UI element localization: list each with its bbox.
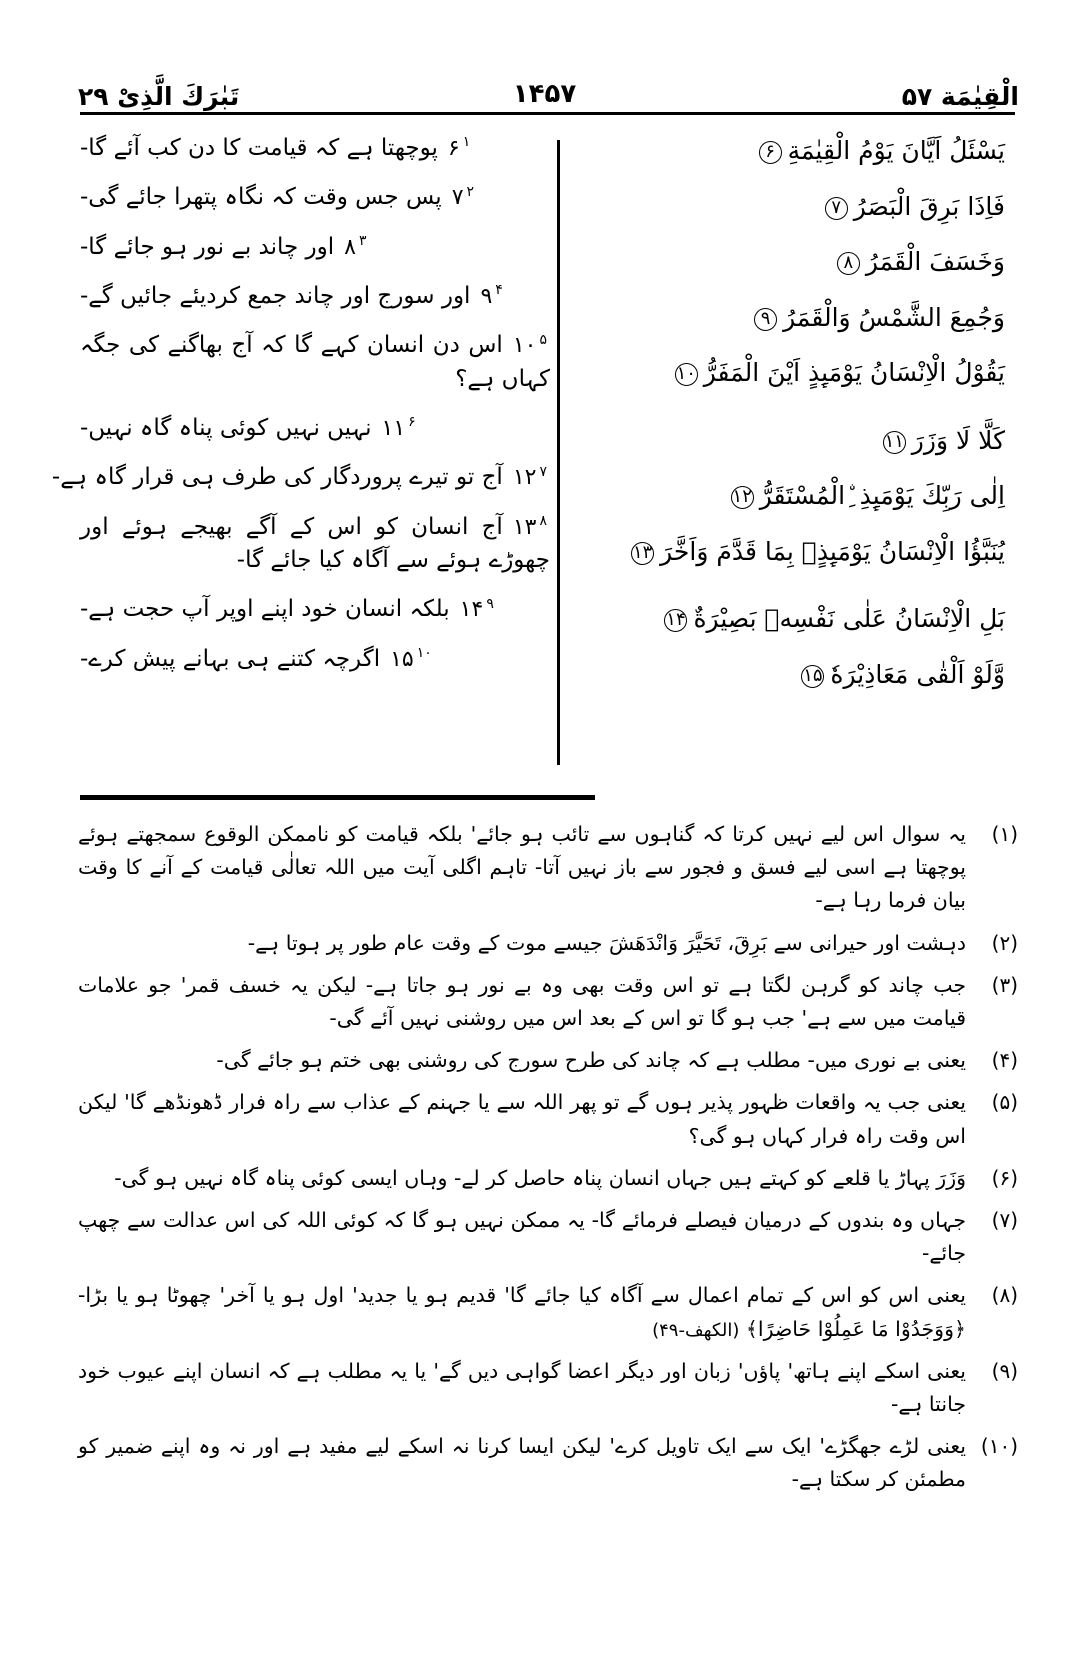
footnote-ref: ۳	[359, 233, 367, 250]
ayah-number: ۱۵	[803, 664, 823, 686]
urdu-verse-text: آج انسان کو اس کے آگے بھیجے ہوئے اور چھوڑے ہوئے سے آگاہ کیا جائے گا-	[80, 513, 550, 574]
ayah-row	[565, 243, 1015, 281]
footnote-number: (۷)	[991, 1208, 1018, 1233]
urdu-verse-row	[80, 132, 550, 165]
ayah-row	[565, 299, 1015, 337]
footnote-text: یعنی لڑے جھگڑے' ایک سے ایک تاویل کرے' لیکن ایسا کرنا نہ اسکے لیے مفید ہے اور نہ وہ اپنے ضمیر کو مطمئن کر سکتا ہے-	[78, 1434, 966, 1492]
footnote-list	[78, 818, 1018, 1506]
urdu-verse-row	[51, 461, 550, 494]
footnote-number: (۱۰)	[980, 1434, 1018, 1459]
footnote-ref: ۹	[486, 595, 494, 612]
header-surah-label: الْقِيٰمَة ۵۷	[901, 81, 1019, 111]
footnote-text: یعنی جب یہ واقعات ظہور پذیر ہوں گے تو پھر اللہ سے یا جہنم کے عذاب سے راہ فرار ڈھونڈھے گا' لیکن اس وقت راہ فرار کہاں ہو گی؟	[78, 1090, 966, 1148]
header-juz-label: تَبٰرَكَ الَّذِیْ ۲۹	[78, 81, 240, 111]
footnote-text: یعنی اسکے اپنے ہاتھ' پاؤں' زبان اور دیگر اعضا گواہی دیں گے' یا یہ مطلب ہے کہ انسان اپنے عیوب خود جانتا ہے-	[78, 1358, 966, 1417]
urdu-verse-text: اگرچہ کتنے ہی بہانے پیش کرے-	[80, 645, 381, 672]
footnote-text	[78, 1279, 966, 1345]
footnote-ref: ۱	[462, 134, 471, 151]
footnote-text: وَزَرَ پہاڑ یا قلعے کو کہتے ہیں جہاں انسان پناہ حاصل کر لے- وہاں ایسی کوئی پناہ گاہ نہیں ہو گی-	[114, 1165, 966, 1190]
footnote-number: (۵)	[991, 1090, 1018, 1115]
urdu-verse-text: اور چاند بے نور ہو جائے گا-	[80, 233, 335, 260]
ayah-text: يُنَبَّؤُا الْاِنْسَانُ يَوْمَىِٕذٍۭ بِمَا قَدَّمَ وَاَخَّرَ	[660, 536, 1005, 566]
ayah-text: بَلِ الْاِنْسَانُ عَلٰى نَفْسِهٖ بَصِيْرَةٌ	[693, 604, 1005, 633]
ayah-text: يَقُوْلُ الْاِنْسَانُ يَوْمَىِٕذٍ اَيْنَ الْمَفَرُّ	[703, 358, 1005, 387]
urdu-verse-text: آج تو تیرے پروردگار کی طرف ہی قرار گاہ ہے-	[51, 464, 503, 491]
ayah-text: كَلَّا لَا وَزَرَ	[911, 425, 1005, 455]
ayah-row	[565, 477, 1015, 515]
ayah-number: ۸	[837, 252, 860, 275]
footnote-item	[78, 927, 1018, 960]
urdu-verse-text: نہیں نہیں کوئی پناہ گاہ نہیں-	[80, 415, 372, 442]
ayah-row	[565, 533, 1015, 571]
footnote-number: (۲)	[991, 930, 1018, 955]
page-header	[78, 62, 1019, 111]
footnote-item	[78, 1162, 1018, 1195]
footnote-text: جب چاند کو گرہن لگتا ہے تو اس وقت بھی وہ بے نور ہو جاتا ہے- لیکن یہ خسف قمر' جو علامات قیامت میں سے ہے' جب ہو گا تو اس کے بعد اس میں روشنی نہیں آئے گی-	[78, 972, 966, 1031]
footnote-text: جہاں وہ بندوں کے درمیان فیصلے فرمائے گا- یہ ممکن نہیں ہو گا کہ کوئی اللہ کی اس عدالت سے چھپ جائے-	[78, 1208, 966, 1266]
urdu-verse-number: ۱۲	[512, 465, 537, 491]
ayah-text: يَسْئَلُ اَيَّانَ يَوْمُ الْقِيٰمَةِ	[787, 136, 1005, 165]
ayah-row	[565, 422, 1015, 460]
urdu-verse-number: ۹	[480, 284, 493, 310]
footnote-number: (۳)	[991, 972, 1018, 997]
ayah-text: وَّلَوْ اَلْقٰى مَعَاذِيْرَهٗ	[830, 659, 1005, 689]
ayah-row	[565, 600, 1015, 638]
footnote-item	[78, 1086, 1018, 1152]
header-divider-rule	[80, 112, 1015, 115]
urdu-verse-number: ۱۵	[390, 646, 414, 672]
urdu-verse-text: پس جس وقت کہ نگاہ پتھرا جائے گی-	[80, 184, 442, 211]
urdu-verse-number: ۱۰	[512, 333, 537, 359]
footnote-divider-rule	[80, 795, 595, 800]
urdu-verse-text: اس دن انسان کہے گا کہ آج بھاگنے کی جگہ کہاں ہے؟	[80, 332, 550, 392]
footnote-item	[78, 818, 1018, 918]
footnote-item	[78, 1355, 1018, 1421]
ayah-number: ۱۳	[632, 541, 653, 563]
urdu-verse-row	[80, 643, 550, 676]
scripture-body	[51, 132, 1015, 772]
footnote-ref: ۵	[539, 331, 547, 348]
ayah-number: ۱۲	[732, 486, 752, 507]
footnote-number: (۴)	[991, 1048, 1018, 1073]
urdu-translation-column	[51, 132, 550, 772]
footnote-number: (۶)	[991, 1165, 1018, 1190]
footnote-item	[78, 969, 1018, 1035]
footnote-number: (۸)	[991, 1283, 1018, 1308]
urdu-verse-number: ۱۴	[459, 597, 484, 623]
urdu-verse-number: ۷	[451, 185, 464, 211]
footnote-ref: ۸	[539, 513, 547, 530]
quran-citation: (الکھف-۴۹)	[652, 1319, 740, 1341]
ayah-row	[565, 132, 1015, 170]
footnote-item	[78, 1204, 1018, 1270]
footnote-ref: ۲	[466, 183, 475, 200]
ayah-text: اِلٰى رَبِّكَ يَوْمَىِٕذِ ِۨالْمُسْتَقَرُّ	[759, 481, 1005, 510]
urdu-verse-number: ۱۳	[512, 514, 537, 540]
ayah-text: فَاِذَا بَرِقَ الْبَصَرُ	[853, 191, 1005, 221]
footnote-text: دہشت اور حیرانی سے بَرِقَ، تَحَیَّرَ وَانْدَهَشَ جیسے موت کے وقت عام طور پر ہوتا ہے-	[247, 930, 966, 955]
urdu-verse-row	[80, 593, 550, 626]
urdu-verse-row	[80, 412, 550, 445]
header-page-number: ۱۴۵۷	[512, 79, 577, 110]
footnote-ref: ۴	[495, 282, 503, 299]
footnote-ref: ۷	[539, 463, 547, 480]
footnote-body: یعنی اس کو اس کے تمام اعمال سے آگاہ کیا جائے گا' قدیم ہو یا جدید' اول ہو یا آخر' چھوٹا ہو یا بڑا- ﴿وَوَجَدُوْا مَا عَمِلُوْا حَاضِرًا﴾	[78, 1283, 966, 1341]
urdu-verse-text: اور سورج اور چاند جمع کردیئے جائیں گے-	[80, 283, 471, 310]
footnote-number: (۱)	[991, 822, 1018, 846]
footnote-item	[78, 1044, 1018, 1077]
footnote-item	[78, 1279, 1018, 1345]
urdu-verse-number: ۸	[344, 234, 356, 260]
footnote-number: (۹)	[991, 1358, 1018, 1383]
footnote-item	[78, 1430, 1018, 1496]
ayah-text: وَجُمِعَ الشَّمْسُ وَالْقَمَرُ	[783, 302, 1005, 332]
ayah-row	[565, 656, 1015, 694]
urdu-verse-number: ۶	[447, 136, 460, 161]
ayah-number: ۷	[825, 197, 848, 220]
arabic-verse-column	[565, 132, 1015, 772]
ayah-number: ۱۱	[884, 430, 904, 452]
urdu-verse-row	[80, 511, 550, 578]
urdu-verse-row	[80, 280, 550, 313]
urdu-verse-row	[80, 329, 550, 396]
urdu-verse-text: بلکہ انسان خود اپنے اوپر آپ حجت ہے-	[80, 596, 450, 623]
ayah-number: ۹	[754, 308, 777, 331]
footnote-text: یعنی بے نوری میں- مطلب ہے کہ چاند کی طرح سورج کی روشنی بھی ختم ہو جائے گی-	[216, 1048, 966, 1073]
urdu-verse-row	[80, 231, 550, 264]
urdu-verse-text: پوچھتا ہے کہ قیامت کا دن کب آئے گا-	[80, 135, 438, 161]
footnote-ref: ۱۰	[416, 645, 432, 662]
column-divider-rule	[557, 140, 560, 765]
ayah-number: ۱۰	[676, 363, 696, 384]
ayah-text: وَخَسَفَ الْقَمَرُ	[865, 247, 1005, 276]
footnote-ref: ۶	[408, 414, 416, 431]
ayah-row	[565, 188, 1015, 226]
footnote-text: یہ سوال اس لیے نہیں کرتا کہ گناہوں سے تائب ہو جائے' بلکہ قیامت کو ناممکن الوقوع سمجھتے ہوئے پوچھتا ہے اسی لیے فسق و فجور سے باز نہیں آتا- تاہم اگلی آیت میں اللہ تعالٰی قیامت کے آنے کا وقت بیان فرما رہا ہے-	[78, 822, 966, 913]
ayah-number: ۱۴	[666, 609, 686, 630]
urdu-verse-number: ۱۱	[381, 416, 406, 442]
urdu-verse-row	[80, 181, 550, 214]
ayah-number: ۶	[759, 141, 782, 164]
ayah-row	[565, 354, 1015, 392]
